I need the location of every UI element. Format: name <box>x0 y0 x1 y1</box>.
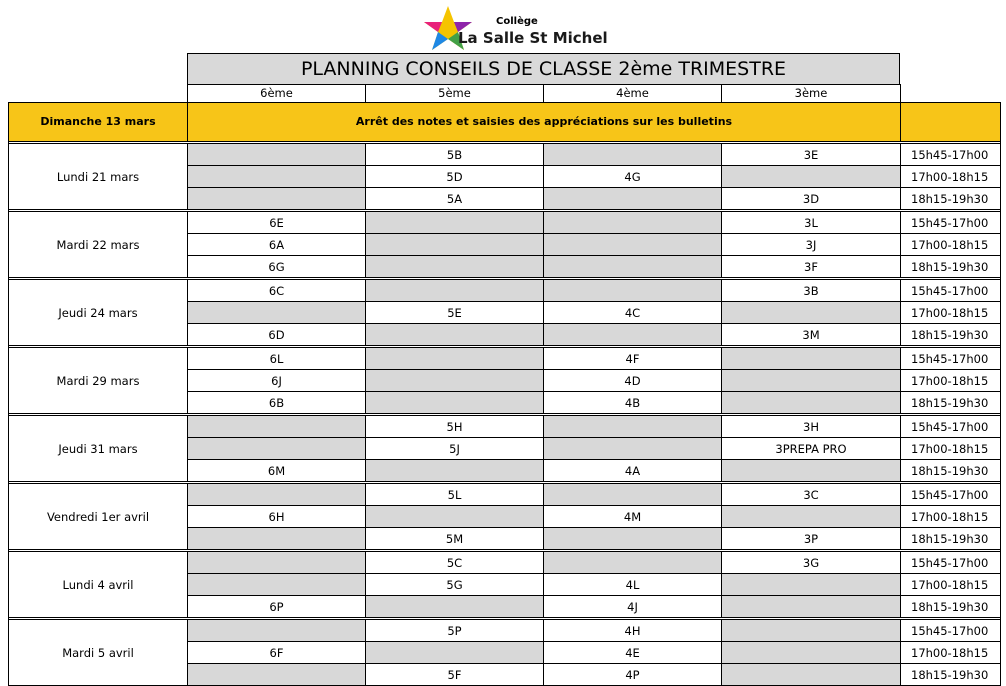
time-slot: 17h00-18h15 <box>901 302 1001 324</box>
time-slot: 15h45-17h00 <box>901 212 1001 234</box>
class-cell <box>366 370 544 392</box>
class-cell: 4H <box>544 620 722 642</box>
class-cell: 3G <box>722 552 901 574</box>
column-header-4eme: 4ème <box>543 84 722 103</box>
class-cell: 3P <box>722 528 901 550</box>
class-cell <box>188 528 366 550</box>
notice-day: Dimanche 13 mars <box>9 103 188 142</box>
class-cell <box>544 484 722 506</box>
class-cell <box>366 460 544 482</box>
class-cell <box>544 212 722 234</box>
class-cell: 6E <box>188 212 366 234</box>
class-cell <box>366 642 544 664</box>
class-cell <box>722 596 901 618</box>
class-cell: 5F <box>366 664 544 686</box>
time-slot: 17h00-18h15 <box>901 574 1001 596</box>
table-row <box>9 280 1001 302</box>
class-cell: 6F <box>188 642 366 664</box>
class-cell <box>366 324 544 346</box>
time-slot: 17h00-18h15 <box>901 506 1001 528</box>
time-slot: 15h45-17h00 <box>901 348 1001 370</box>
class-cell <box>544 416 722 438</box>
column-header-6eme: 6ème <box>187 84 366 103</box>
class-cell <box>544 144 722 166</box>
class-cell: 4B <box>544 392 722 414</box>
class-cell <box>188 484 366 506</box>
notice-row <box>9 103 1001 142</box>
day-label: Lundi 4 avril <box>9 552 188 618</box>
class-cell: 5H <box>366 416 544 438</box>
class-cell <box>188 552 366 574</box>
class-cell: 5D <box>366 166 544 188</box>
class-cell <box>722 620 901 642</box>
class-cell: 5A <box>366 188 544 210</box>
class-cell: 3D <box>722 188 901 210</box>
time-slot: 18h15-19h30 <box>901 664 1001 686</box>
class-cell <box>366 234 544 256</box>
time-slot: 17h00-18h15 <box>901 166 1001 188</box>
day-label: Mardi 29 mars <box>9 348 188 414</box>
class-cell <box>366 212 544 234</box>
class-cell: 3M <box>722 324 901 346</box>
class-cell: 5M <box>366 528 544 550</box>
day-label: Lundi 21 mars <box>9 144 188 210</box>
class-cell: 4L <box>544 574 722 596</box>
time-slot: 18h15-19h30 <box>901 188 1001 210</box>
class-cell <box>366 506 544 528</box>
class-cell: 5C <box>366 552 544 574</box>
class-cell <box>188 166 366 188</box>
time-slot: 15h45-17h00 <box>901 144 1001 166</box>
class-cell: 5G <box>366 574 544 596</box>
class-cell: 6B <box>188 392 366 414</box>
school-logo <box>418 4 618 54</box>
time-slot: 17h00-18h15 <box>901 438 1001 460</box>
class-cell <box>188 144 366 166</box>
class-cell <box>544 324 722 346</box>
class-cell: 3J <box>722 234 901 256</box>
time-slot: 18h15-19h30 <box>901 392 1001 414</box>
day-label: Jeudi 24 mars <box>9 280 188 346</box>
class-cell: 4E <box>544 642 722 664</box>
page-title: PLANNING CONSEILS DE CLASSE 2ème TRIMESTRE <box>187 53 900 85</box>
class-cell: 4D <box>544 370 722 392</box>
class-cell <box>188 620 366 642</box>
day-label: Jeudi 31 mars <box>9 416 188 482</box>
schedule-table <box>8 102 1001 686</box>
time-slot: 18h15-19h30 <box>901 324 1001 346</box>
class-cell <box>188 302 366 324</box>
table-row <box>9 552 1001 574</box>
class-cell: 5P <box>366 620 544 642</box>
class-cell: 5E <box>366 302 544 324</box>
table-row <box>9 212 1001 234</box>
table-row <box>9 620 1001 642</box>
class-cell <box>188 416 366 438</box>
logo-name-text: La Salle St Michel <box>458 29 608 47</box>
class-cell <box>544 280 722 302</box>
time-slot: 17h00-18h15 <box>901 642 1001 664</box>
class-cell: 6A <box>188 234 366 256</box>
class-cell: 3C <box>722 484 901 506</box>
time-slot: 18h15-19h30 <box>901 460 1001 482</box>
class-cell <box>366 256 544 278</box>
class-cell: 6D <box>188 324 366 346</box>
class-cell <box>722 642 901 664</box>
day-label: Mardi 22 mars <box>9 212 188 278</box>
class-cell <box>544 234 722 256</box>
notice-text: Arrêt des notes et saisies des appréciations sur les bulletins <box>188 103 901 142</box>
class-cell <box>722 664 901 686</box>
class-cell: 3PREPA PRO <box>722 438 901 460</box>
class-cell: 6L <box>188 348 366 370</box>
class-cell: 6G <box>188 256 366 278</box>
class-cell: 3L <box>722 212 901 234</box>
time-slot: 17h00-18h15 <box>901 370 1001 392</box>
class-cell <box>722 348 901 370</box>
class-cell <box>722 574 901 596</box>
class-cell <box>544 528 722 550</box>
column-header-5eme: 5ème <box>365 84 544 103</box>
class-cell: 4C <box>544 302 722 324</box>
class-cell <box>544 188 722 210</box>
class-cell <box>722 460 901 482</box>
logo-small-text: Collège <box>496 16 538 27</box>
class-cell: 6H <box>188 506 366 528</box>
table-row <box>9 416 1001 438</box>
time-slot: 18h15-19h30 <box>901 256 1001 278</box>
class-cell <box>188 664 366 686</box>
class-cell <box>722 506 901 528</box>
class-cell <box>544 552 722 574</box>
time-slot: 15h45-17h00 <box>901 552 1001 574</box>
class-cell: 5B <box>366 144 544 166</box>
class-cell <box>366 348 544 370</box>
time-slot: 18h15-19h30 <box>901 528 1001 550</box>
class-cell <box>366 392 544 414</box>
time-slot: 15h45-17h00 <box>901 416 1001 438</box>
class-cell <box>544 256 722 278</box>
column-header-3eme: 3ème <box>721 84 901 103</box>
class-cell <box>188 438 366 460</box>
class-cell <box>722 392 901 414</box>
class-cell <box>722 166 901 188</box>
class-cell: 3H <box>722 416 901 438</box>
class-cell: 6J <box>188 370 366 392</box>
class-cell <box>188 188 366 210</box>
time-slot: 15h45-17h00 <box>901 280 1001 302</box>
class-cell <box>722 370 901 392</box>
class-cell: 4F <box>544 348 722 370</box>
class-cell: 4M <box>544 506 722 528</box>
class-cell: 5L <box>366 484 544 506</box>
class-cell: 4G <box>544 166 722 188</box>
time-slot: 15h45-17h00 <box>901 620 1001 642</box>
class-cell: 4P <box>544 664 722 686</box>
class-cell: 4J <box>544 596 722 618</box>
class-cell <box>544 438 722 460</box>
table-row <box>9 484 1001 506</box>
class-cell: 3F <box>722 256 901 278</box>
class-cell: 6P <box>188 596 366 618</box>
notice-empty-cell <box>901 103 1001 142</box>
class-cell: 6M <box>188 460 366 482</box>
class-cell: 6C <box>188 280 366 302</box>
day-label: Mardi 5 avril <box>9 620 188 686</box>
class-cell <box>366 280 544 302</box>
class-cell <box>722 302 901 324</box>
time-slot: 15h45-17h00 <box>901 484 1001 506</box>
time-slot: 18h15-19h30 <box>901 596 1001 618</box>
time-slot: 17h00-18h15 <box>901 234 1001 256</box>
class-cell: 3B <box>722 280 901 302</box>
class-cell <box>366 596 544 618</box>
table-row <box>9 144 1001 166</box>
class-cell <box>188 574 366 596</box>
class-cell: 5J <box>366 438 544 460</box>
class-cell: 4A <box>544 460 722 482</box>
class-cell: 3E <box>722 144 901 166</box>
day-label: Vendredi 1er avril <box>9 484 188 550</box>
table-row <box>9 348 1001 370</box>
